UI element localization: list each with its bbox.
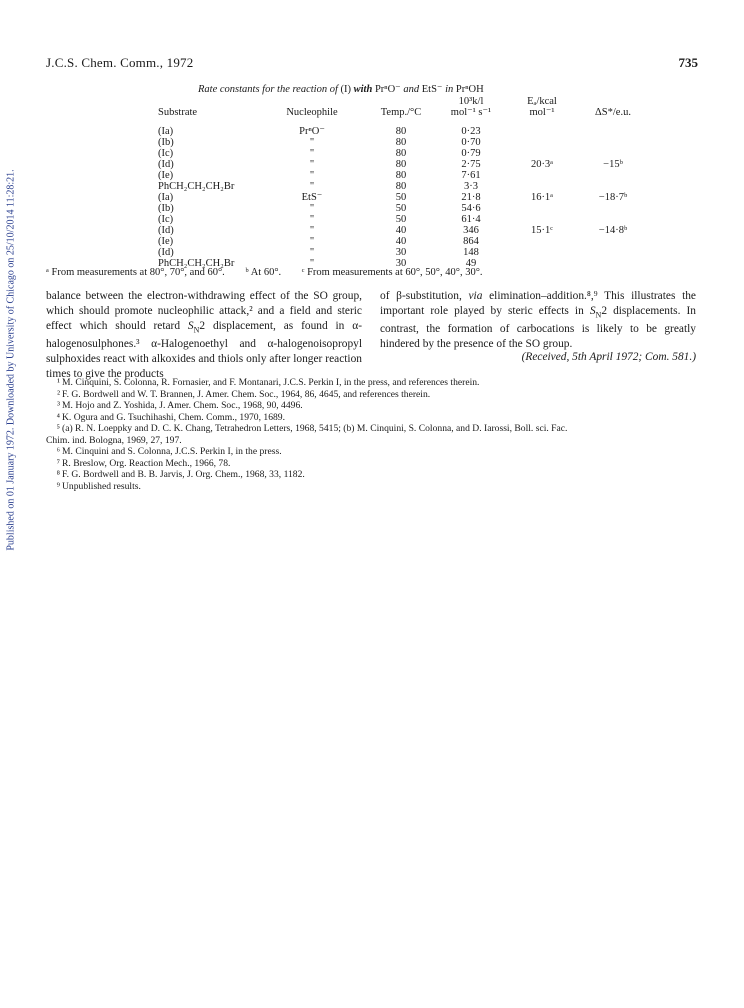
table-cell [578, 214, 648, 225]
table-row [158, 148, 648, 159]
reference-text: Chim. ind. Bologna, 1969, 27, 197. [46, 434, 182, 446]
body-column-right [380, 289, 696, 352]
table-cell: (Ic) [158, 214, 174, 225]
table-cell: 148 [463, 247, 479, 258]
journal-title: J.C.S. Chem. Comm., 1972 [46, 55, 194, 70]
table-cell: " [309, 247, 315, 258]
caption-part: PrⁿO⁻ [374, 84, 401, 95]
table-cell [506, 214, 578, 225]
table-cell: 49 [465, 258, 477, 269]
reference-text: R. Breslow, Org. Reaction Mech., 1966, 78. [62, 457, 231, 469]
table-cell: PhCH₂CH₂CH₂Br [158, 181, 235, 192]
table-cell: 2·75 [461, 159, 481, 170]
table-row [158, 192, 648, 203]
table-cell: 15·1ᶜ [531, 225, 553, 236]
table-row [158, 203, 648, 214]
table-cell: " [309, 203, 315, 214]
table-row [158, 247, 648, 258]
reference-number: ⁶ [56, 446, 60, 457]
table-cell: (Ib) [158, 137, 174, 148]
table-cell [578, 126, 648, 137]
reference-text: K. Ogura and G. Tsuchihashi, Chem. Comm., 1970, 1689. [62, 411, 285, 423]
body-text: 2 displacements. In contrast, the formation of carbocations is likely to be greatly hindered by the presence of the SO group. [380, 305, 696, 351]
table-footnote-c: ᶜ From measurements at 60°, 50°, 40°, 30°. [301, 267, 483, 278]
reference-item [46, 481, 698, 493]
table-header-row [158, 96, 648, 107]
reference-number: ⁴ [56, 411, 60, 423]
body-text: N [193, 325, 200, 335]
table-cell: " [309, 159, 315, 170]
header-cell: mol⁻¹ [529, 107, 555, 118]
header-cell: Substrate [158, 107, 198, 118]
table-header-row [158, 107, 648, 126]
table-cell: PhCH₂CH₂CH₂Br [158, 258, 235, 269]
table-cell: (Ib) [158, 203, 174, 214]
header-cell: ΔS*/e.u. [595, 107, 631, 118]
reference-item [46, 377, 698, 389]
body-text: of β-substitution, [380, 290, 469, 302]
table-row [158, 126, 648, 137]
body-text: 2 displacement, as found in α-halogenosulphones.³ α-Halogenoethyl and α-halogenoisopropyl sulphoxides react with alkoxides and thiols only after longer reaction times to give the products [46, 320, 362, 381]
table-cell: 3·3 [464, 181, 478, 192]
table-cell [506, 181, 578, 192]
table-cell: " [309, 258, 315, 269]
table-cell [506, 236, 578, 247]
reference-text: Unpublished results. [62, 480, 141, 492]
reference-item [46, 458, 698, 470]
caption-part: Rate constants for the reaction of [198, 84, 341, 95]
table-cell: −15ᵇ [603, 159, 623, 170]
reference-number: ⁷ [56, 457, 60, 469]
table-cell: 30 [395, 258, 407, 269]
header-cell [158, 96, 258, 107]
table-cell: 7·61 [461, 170, 481, 181]
table-cell [578, 203, 648, 214]
table-footnotes [46, 267, 696, 278]
reference-item [46, 446, 698, 458]
table-cell: 0·23 [461, 126, 481, 137]
table-cell: 80 [395, 126, 407, 137]
table-cell: 40 [395, 236, 407, 247]
table-footnote-a: ᵃ From measurements at 80°, 70°, and 60°. [46, 267, 225, 278]
table-row [158, 159, 648, 170]
table-cell: 40 [395, 225, 407, 236]
table-cell: 16·1ᵃ [530, 192, 554, 203]
table-cell: −18·7ᵇ [598, 192, 628, 203]
reference-number: ⁹ [56, 480, 60, 492]
body-text: N [595, 310, 602, 320]
table-row [158, 170, 648, 181]
caption-part: (I) [340, 84, 352, 95]
table-cell: 80 [395, 159, 407, 170]
table-cell [506, 170, 578, 181]
table-cell: 20·3ᵃ [530, 159, 554, 170]
table-cell [578, 148, 648, 159]
table-cell: " [309, 225, 315, 236]
table-cell: (Ia) [158, 192, 174, 203]
body-text: balance between the electron-withdrawing effect of the SO group, which should promote nucleophilic attack,² and a field and steric effect which should retard [46, 290, 362, 332]
table-cell [506, 126, 578, 137]
table-cell: 80 [395, 137, 407, 148]
reference-number: ¹ [57, 377, 60, 388]
table-cell [578, 247, 648, 258]
table-caption [198, 83, 484, 95]
table-cell: " [309, 214, 315, 225]
table-cell: 864 [463, 236, 479, 247]
reference-text: (a) R. N. Loeppky and D. C. K. Chang, Tetrahedron Letters, 1968, 5415; (b) M. Cinquini, S. Colonna, and D. Iarossi, Boll. sci. Fac. [62, 423, 568, 434]
body-text: S [589, 305, 596, 317]
table-cell [578, 170, 648, 181]
table-cell: 346 [463, 225, 479, 236]
header-cell: mol⁻¹ s⁻¹ [450, 107, 492, 118]
table-cell: " [309, 170, 315, 181]
table-cell: " [309, 181, 315, 192]
reference-number: ² [57, 388, 60, 400]
table-cell: PrⁿO⁻ [299, 126, 325, 137]
header-cell [366, 96, 436, 107]
download-watermark [4, 110, 18, 610]
caption-part: EtS⁻ [421, 84, 443, 95]
reference-number: ⁵ [56, 423, 60, 434]
reference-text: M. Cinquini and S. Colonna, J.C.S. Perkin I, in the press. [62, 446, 282, 457]
caption-part: with [351, 84, 375, 95]
reference-item [46, 400, 698, 412]
table-cell [506, 247, 578, 258]
table-cell: 0·79 [461, 148, 481, 159]
header-cell [258, 96, 366, 107]
table-cell: 30 [395, 247, 407, 258]
body-text: S [187, 320, 194, 332]
body-column-left [46, 289, 362, 382]
table-cell: (Ie) [158, 170, 174, 181]
reference-text: F. G. Bordwell and B. B. Jarvis, J. Org. Chem., 1968, 33, 1182. [62, 469, 305, 480]
table-cell: 61·4 [461, 214, 481, 225]
table-cell: 50 [395, 192, 407, 203]
reference-number: ³ [57, 400, 60, 411]
reference-item [46, 469, 698, 481]
table-row [158, 137, 648, 148]
received-date: (Received, 5th April 1972; Com. 581.) [521, 351, 696, 363]
reference-number: ⁸ [56, 469, 60, 480]
table-cell: 80 [395, 170, 407, 181]
reference-item [46, 423, 698, 435]
table-cell: 0·70 [461, 137, 481, 148]
table-cell [578, 137, 648, 148]
table-cell: 80 [395, 148, 407, 159]
body-text: via [468, 290, 483, 302]
table-cell: 50 [395, 214, 407, 225]
header-cell [578, 96, 648, 107]
table-body [158, 126, 648, 269]
table-cell: EtS⁻ [301, 192, 323, 203]
table-cell [506, 148, 578, 159]
table-cell [578, 236, 648, 247]
table-cell [578, 181, 648, 192]
table-row [158, 214, 648, 225]
table-cell: (Id) [158, 225, 174, 236]
table-cell: 80 [395, 181, 407, 192]
header-cell: Eₐ/kcal [527, 96, 557, 107]
table-cell [506, 203, 578, 214]
reference-item [46, 389, 698, 401]
table-footnote-b: ᵇ At 60°. [245, 267, 282, 278]
table-cell: (Id) [158, 247, 174, 258]
table-cell: (Id) [158, 159, 174, 170]
header-cell: Temp./°C [380, 107, 422, 118]
caption-part: in [442, 84, 456, 95]
header-cell: Nucleophile [286, 107, 338, 118]
caption-part: PrⁿOH [455, 84, 484, 95]
table-cell: 21·8 [461, 192, 481, 203]
reference-item [46, 435, 698, 447]
table-cell: (Ia) [158, 126, 174, 137]
body-text: elimination–addition.⁸,⁹ This illustrates the important role played by steric effects in [380, 290, 696, 317]
table-cell: (Ic) [158, 148, 174, 159]
table-row [158, 181, 648, 192]
page-number: 735 [678, 55, 698, 70]
download-watermark-text: Published on 01 January 1972. Downloaded by University of Chicago on 25/10/2014 11:28:21. [5, 169, 17, 551]
table-cell: (Ie) [158, 236, 174, 247]
table-row [158, 236, 648, 247]
table-cell: 50 [395, 203, 407, 214]
reference-text: M. Hojo and Z. Yoshida, J. Amer. Chem. Soc., 1968, 90, 4496. [62, 400, 303, 411]
table-cell [506, 137, 578, 148]
header-cell: 10³k/l [458, 96, 484, 107]
table-cell: " [309, 236, 315, 247]
rate-constants-table [158, 96, 648, 269]
reference-text: F. G. Bordwell and W. T. Brannen, J. Amer. Chem. Soc., 1964, 86, 4645, and references therein. [62, 388, 431, 400]
table-cell: −14·8ᵇ [598, 225, 628, 236]
reference-text: M. Cinquini, S. Colonna, R. Fornasier, and F. Montanari, J.C.S. Perkin I, in the press, and references therein. [62, 377, 480, 388]
table-cell: " [309, 137, 315, 148]
caption-part: and [400, 84, 422, 95]
reference-item [46, 412, 698, 424]
references-list [46, 377, 698, 492]
table-cell: 54·6 [461, 203, 481, 214]
table-row [158, 225, 648, 236]
table-cell: " [309, 148, 315, 159]
